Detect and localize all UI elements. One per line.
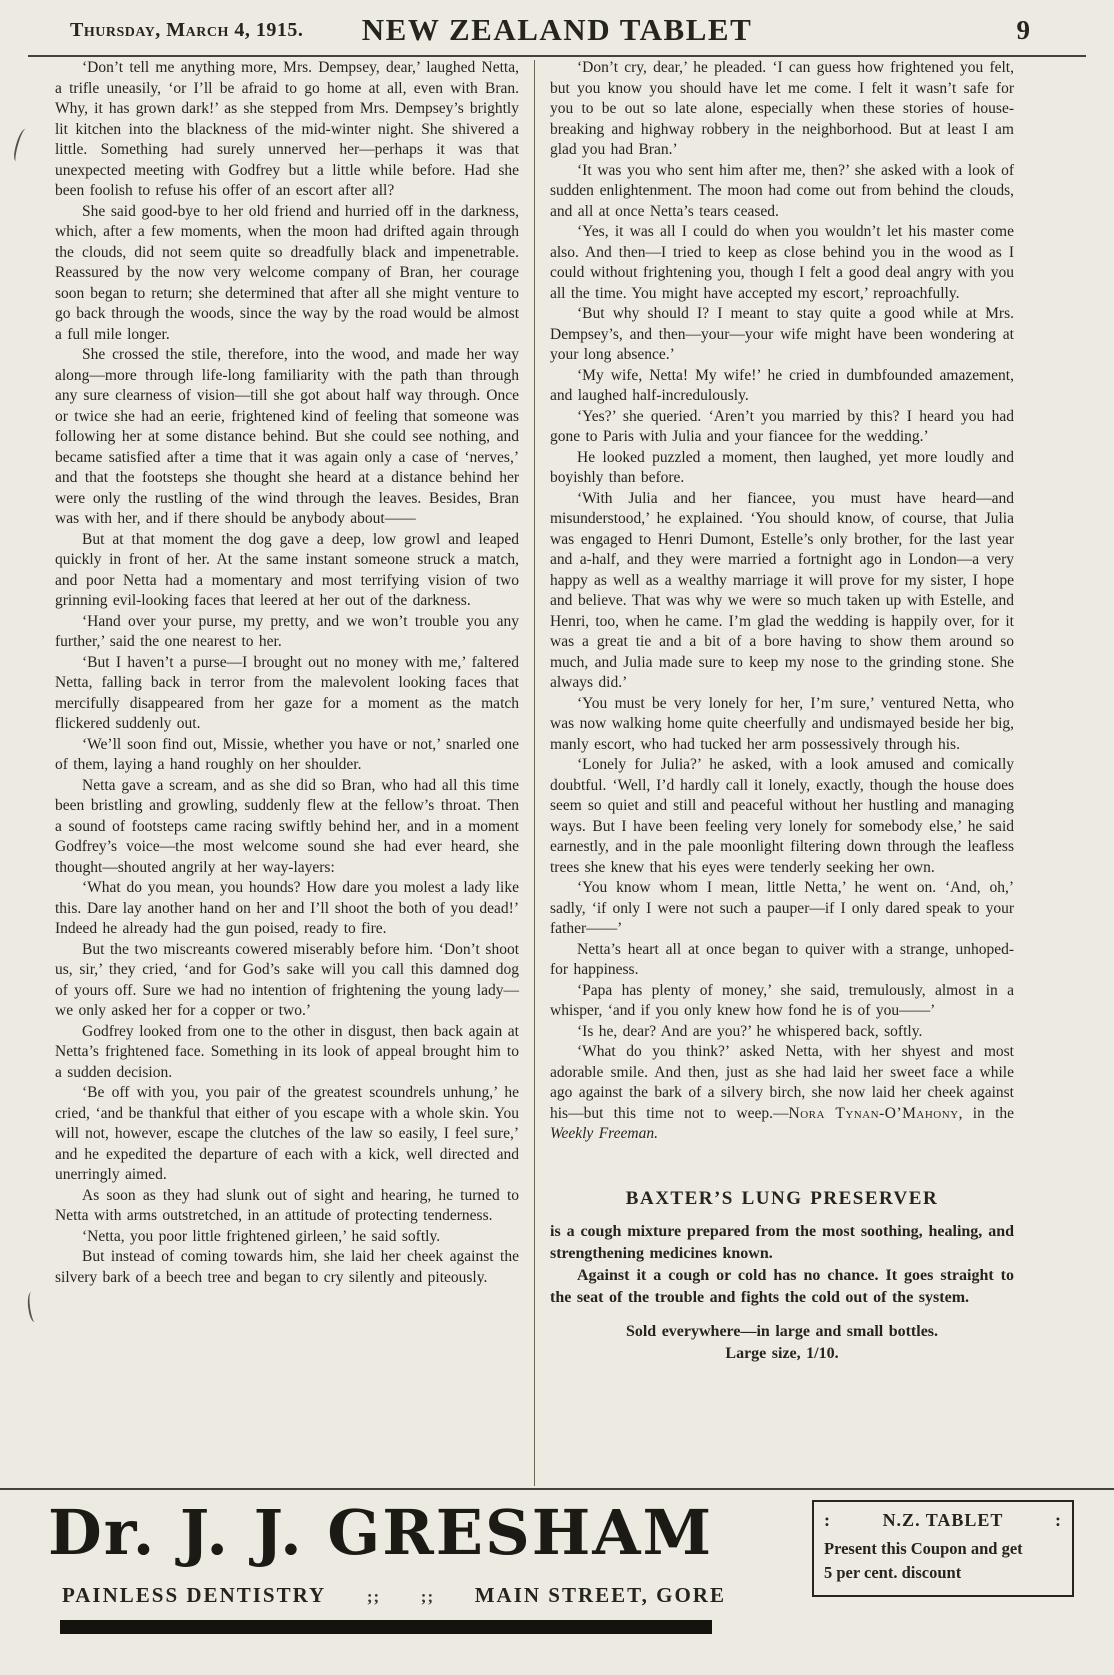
story-paragraph: ‘But I haven’t a purse—I brought out no money with me,’ faltered Netta, falling back in terror from the malevolent looking faces that mercifully disappeared from her gaze for a moment as the match flickered suddenly out. xyxy=(55,653,519,732)
story-paragraph: ‘Papa has plenty of money,’ she said, tremulously, almost in a whisper, ‘and if you only knew how fond he is of you——’ xyxy=(550,981,1014,1019)
story-paragraph: ‘Be off with you, you pair of the greatest scoundrels unhung,’ he cried, ‘and be thankful that either of you escape with a whole skin. You will not, however, escape the clutches of the law so easily, I feel sure,’ and he expedited the departure of each with a kick, well directed and unerringly aimed. xyxy=(55,1084,519,1183)
story-paragraph: ‘But why should I? I meant to stay quite a good while at Mrs. Dempsey’s, and then—your—your wife might have been wondering at your long absence.’ xyxy=(550,305,1014,363)
story-paragraph: ‘Yes?’ she queried. ‘Aren’t you married by this? I heard you had gone to Paris with Julia and your fiancee for the wedding.’ xyxy=(550,407,1014,445)
right-column xyxy=(550,58,1014,1486)
coupon-title: N.Z. TABLET xyxy=(882,1510,1004,1530)
gresham-ad-right-label: MAIN STREET, GORE xyxy=(474,1583,726,1607)
masthead xyxy=(0,10,1114,50)
closing-text: ‘What do you think?’ asked Netta, with her shyest and most adorable smile. And then, just as she had laid her sweet face a while ago against the bark of a silvery birch, she now laid her cheek against his—but this time not to weep.— xyxy=(550,1043,1014,1122)
story-paragraph: ‘Is he, dear? And are you?’ he whispered back, softly. xyxy=(577,1022,923,1040)
author-name: Nora Tynan-O’Mahony xyxy=(788,1104,959,1122)
left-column xyxy=(55,58,519,1486)
story-paragraph: ‘Hand over your purse, my pretty, and we won’t trouble you any further,’ said the one nearest to her. xyxy=(55,612,519,650)
story-paragraph: Godfrey looked from one to the other in disgust, then back again at Netta’s frightened face. Something in its look of appeal brought him to a sudden decision. xyxy=(55,1022,519,1081)
column-divider xyxy=(534,60,535,1486)
story-paragraph: As soon as they had slunk out of sight and hearing, he turned to Netta with arms outstretched, in an attitude of protecting tenderness. xyxy=(55,1186,519,1224)
gresham-ad-line xyxy=(48,1583,738,1608)
story-paragraph: ‘We’ll soon find out, Missie, whether you have or not,’ snarled one of them, laying a hand roughly on her shoulder. xyxy=(55,735,519,773)
coupon-colon: : xyxy=(1055,1510,1062,1530)
gresham-ad-separator: ;; xyxy=(420,1587,435,1606)
gresham-ad-left-label: PAINLESS DENTISTRY xyxy=(62,1583,327,1607)
discount-coupon xyxy=(812,1500,1074,1597)
story-paragraph: But the two miscreants cowered miserably before him. ‘Don’t shoot us, sir,’ they cried, ‘and for God’s sake will you call this damned dog of yours off. Sure we had no intention of frightening the young lady—we only asked her for a copper or two.’ xyxy=(55,940,519,1019)
story-paragraph: She crossed the stile, therefore, into the wood, and made her way along—more through life-long familiarity with the path than through any sure clearness of vision—till she got about half way through. Once or twice she had an eerie, frightened kind of feeling that someone was following her at some distance behind. But she could see nothing, and became satisfied after a time that it was again only a case of ‘nerves,’ and that the footsteps she thought she heard at a distance behind her were only the rustling of the wind through the leaves. Besides, Bran was with her, and if there should be anybody about—— xyxy=(55,346,519,527)
baxter-ad xyxy=(550,1189,1014,1366)
baxter-ad-paragraph: is a cough mixture prepared from the most soothing, healing, and strengthening medicines known. xyxy=(550,1223,1014,1262)
story-paragraph: ‘Lonely for Julia?’ he asked, with a look amused and comically doubtful. ‘Well, I’d hardly call it lonely, exactly, though the house does seem so quiet and still and peaceful without her hustling and managing ways. But I have been feeling very lonely for somebody else,’ he said earnestly, and in the pale moonlight filtering down through the leafless trees she knew that his eyes were tenderly seeking her own. xyxy=(550,756,1014,876)
story-paragraph: ‘My wife, Netta! My wife!’ he cried in dumbfounded amazement, and laughed half-incredulously. xyxy=(550,366,1014,404)
story-paragraph: He looked puzzled a moment, then laughed, yet more loudly and boyishly than before. xyxy=(550,448,1014,486)
story-paragraph: ‘Don’t tell me anything more, Mrs. Dempsey, dear,’ laughed Netta, a trifle uneasily, ‘or I’ll be afraid to go home at all, even with Bran. Why, it has grown dark!’ as she stepped from Mrs. Dempsey’s brightly lit kitchen into the blackness of the mid-winter night. She shivered a little. Something had surely unnerved her—perhaps it was that unexpected meeting with Godfrey but a little while before. Had she been foolish to refuse his offer of an escort after all? xyxy=(55,59,519,199)
source-publication: Weekly Freeman. xyxy=(550,1125,658,1142)
closing-mid: , in the xyxy=(958,1104,1015,1122)
baxter-ad-title: BAXTER’S LUNG PRESERVER xyxy=(625,1187,939,1209)
story-paragraph: Netta gave a scream, and as she did so Bran, who had all this time been bristling and growling, suddenly flew at the fellow’s throat. Then a sound of footsteps came racing swiftly behind her, and in a moment Godfrey’s voice—the most welcome sound she had ever heard, she thought—shouted angrily at her way-layers: xyxy=(55,776,519,876)
coupon-line-2: 5 per cent. discount xyxy=(824,1563,962,1582)
bottom-advertisement xyxy=(0,1488,1114,1675)
story-paragraph: ‘With Julia and her fiancee, you must have heard—and misunderstood,’ he explained. ‘You should know, of course, that Julia was engaged to Henri Dumont, Estelle’s only brother, for the last year and a-half, and they were married a fortnight ago in London—a very happy as well as a wealthy marriage it will prove for my sister, I hope and believe. That was why we were so much taken up with Estelle, and Henri, too, when he came. I’m glad the wedding is happily over, for it was a great tie and a bit of a bore having to show them around so much, and Julia made sure to keep my nose to the grinding stone. She always did.’ xyxy=(550,489,1014,691)
story-paragraph: But instead of coming towards him, she laid her cheek against the silvery bark of a beech tree and began to cry silently and piteously. xyxy=(55,1248,519,1286)
masthead-rule xyxy=(28,55,1086,57)
issue-date: Thursday, March 4, 1915. xyxy=(70,18,304,41)
paper-title: NEW ZEALAND TABLET xyxy=(361,12,753,47)
baxter-ad-size-line: Large size, 1/10. xyxy=(725,1345,839,1362)
baxter-ad-paragraph: Against it a cough or cold has no chance. It goes straight to the seat of the trouble and fights the cold out of the system. xyxy=(550,1267,1014,1306)
story-closing-paragraph xyxy=(550,1042,1014,1145)
story-paragraph: But at that moment the dog gave a deep, low growl and leaped quickly in front of her. At the same instant someone struck a match, and poor Netta had a momentary and most terrifying vision of two grinning evil-looking faces that leered at her out of the darkness. xyxy=(55,530,519,609)
story-paragraph: ‘It was you who sent him after me, then?’ she asked with a look of sudden enlightenment. The moon had come out from behind the clouds, and all at once Netta’s tears ceased. xyxy=(550,161,1014,220)
story-paragraph: ‘Don’t cry, dear,’ he pleaded. ‘I can guess how frightened you felt, but you know you should have let me come. I felt it wasn’t safe for you to be out so late alone, especially when these stories of house-breaking and highway robbery in the neighborhood. But at least I am glad you had Bran.’ xyxy=(550,59,1014,158)
ink-bar xyxy=(60,1620,712,1634)
baxter-ad-sold-line: Sold everywhere—in large and small bottles. xyxy=(625,1323,939,1340)
story-paragraph: She said good-bye to her old friend and hurried off in the darkness, which, after a few moments, when the moon had drifted again through the clouds, did not seem quite so dreadfully black and impenetrable. Reassured by the now very welcome company of Bran, her courage soon began to return; she determined that after all she might venture to go back through the woods, since the way by the road would be almost a full mile longer. xyxy=(55,202,519,343)
story-paragraph: ‘Netta, you poor little frightened girleen,’ he said softly. xyxy=(82,1227,441,1245)
coupon-header xyxy=(824,1510,1062,1531)
gresham-ad-name: Dr. J. J. GRESHAM xyxy=(48,1496,714,1569)
gresham-ad-separator: ;; xyxy=(366,1587,381,1606)
page-number: 9 xyxy=(1016,14,1030,45)
story-paragraph: Netta’s heart all at once began to quiver with a strange, unhoped-for happiness. xyxy=(550,940,1014,978)
gresham-ad xyxy=(48,1496,738,1675)
story-paragraph: ‘What do you mean, you hounds? How dare you molest a lady like this. Dare lay another hand on her and I’ll shoot the both of you dead!’ Indeed he already had the gun poised, ready to fire. xyxy=(55,879,519,937)
story-paragraph: ‘Yes, it was all I could do when you wouldn’t let his master come also. And then—I tried to keep as close behind you in the wood as I could without frightening you, though I felt a good deal angry with you all the time. You might have accepted my escort,’ reproachfully. xyxy=(550,223,1014,302)
story-paragraph: ‘You know whom I mean, little Netta,’ he went on. ‘And, oh,’ sadly, ‘if only I were not such a pauper—if I only dared speak to your father——’ xyxy=(550,879,1014,937)
coupon-line-1: Present this Coupon and get xyxy=(824,1539,1023,1558)
story-paragraph: ‘You must be very lonely for her, I’m sure,’ ventured Netta, who was now walking home quite cheerfully and undismayed beside her big, manly escort, who had tucked her arm possessively through his. xyxy=(550,694,1014,753)
story-columns xyxy=(0,58,1114,1486)
coupon-colon: : xyxy=(824,1510,831,1530)
